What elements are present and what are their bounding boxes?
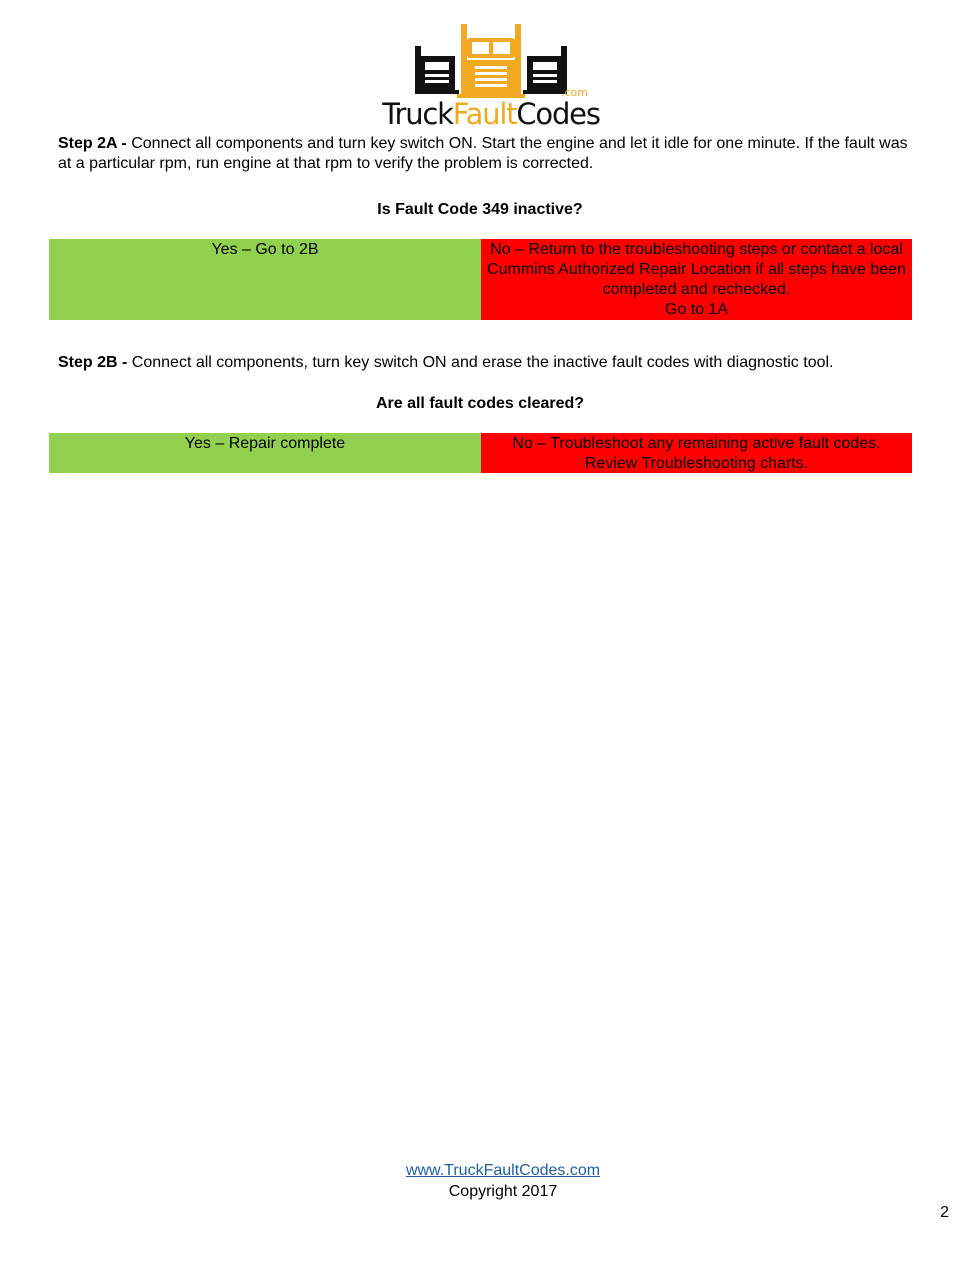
decision-table-1 xyxy=(49,239,912,320)
yes-cell xyxy=(49,433,481,473)
question-fault-codes-cleared: Are all fault codes cleared? xyxy=(375,395,585,412)
footer-website-link[interactable]: www.TruckFaultCodes.com xyxy=(405,1162,601,1179)
footer-copyright: Copyright 2017 xyxy=(448,1183,558,1200)
logo-com-suffix: .com xyxy=(561,86,588,99)
decision-table-2 xyxy=(49,433,912,473)
truckfaultcodes-logo xyxy=(375,20,607,130)
step-2b-label: Step 2B - xyxy=(58,354,128,371)
yes-text: Yes – Go to 2B xyxy=(211,241,319,258)
yes-cell xyxy=(49,239,481,320)
step-2b-text: Connect all components, turn key switch ON and erase the inactive fault codes with diagnostic tool. xyxy=(127,354,834,371)
no-text: No – Troubleshoot any remaining active fault codes. Review Troubleshooting charts. xyxy=(512,435,881,472)
step-2a-paragraph xyxy=(58,134,918,174)
logo-wordmark: TruckFaultCodes xyxy=(382,97,600,131)
step-2b-paragraph xyxy=(58,353,918,373)
no-goto-text: Go to 1A xyxy=(664,301,729,318)
page-number: 2 xyxy=(940,1204,949,1221)
step-2a-label: Step 2A - xyxy=(58,135,127,152)
no-text: No – Return to the troubleshooting steps or contact a local Cummins Authorized Repair Location if all steps have been completed and rechecked. xyxy=(487,241,906,298)
yes-text: Yes – Repair complete xyxy=(184,435,346,452)
step-2a-text: Connect all components and turn key switch ON. Start the engine and let it idle for one minute. If the fault was at a particular rpm, run engine at that rpm to verify the problem is corrected. xyxy=(58,135,908,172)
no-cell xyxy=(481,239,912,320)
no-cell xyxy=(481,433,912,473)
question-fault-code-inactive: Is Fault Code 349 inactive? xyxy=(377,201,583,218)
